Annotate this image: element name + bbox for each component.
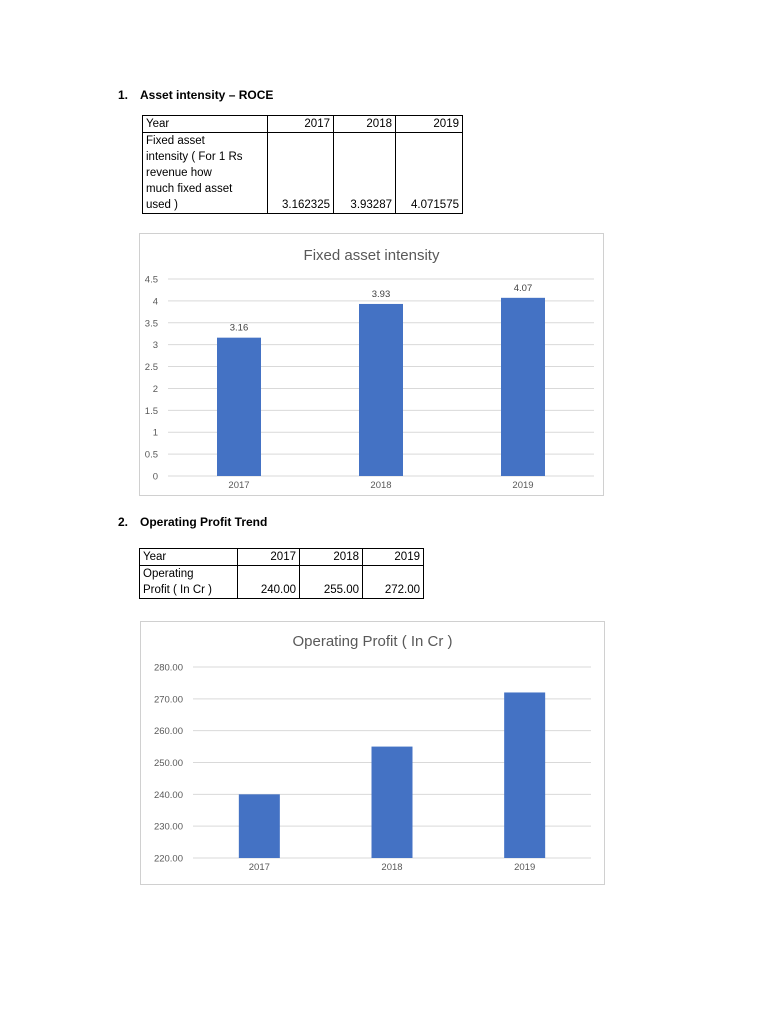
- y-tick-label: 280.00: [153, 662, 183, 674]
- data-label: 3.16: [229, 322, 249, 334]
- table-cell: 240.00: [238, 566, 300, 599]
- table-header-cell: 2017: [268, 116, 334, 133]
- table-cell: 272.00: [363, 566, 424, 599]
- fixed-asset-table: [142, 115, 463, 214]
- x-tick-label: 2019: [514, 862, 536, 873]
- row-label-line: much fixed asset: [146, 183, 233, 195]
- row-label-line: Profit ( In Cr ): [143, 584, 213, 596]
- y-tick-label: 4: [152, 296, 158, 308]
- y-tick-label: 2.5: [144, 362, 158, 374]
- table-header-cell: Year: [143, 116, 268, 133]
- section1-heading: [118, 88, 273, 102]
- y-tick-label: 3.5: [144, 318, 158, 330]
- section2-heading: [118, 515, 267, 529]
- y-tick-label: 250.00: [153, 758, 183, 769]
- y-tick-label: 220.00: [153, 853, 183, 865]
- table-header-cell: 2019: [396, 116, 463, 133]
- chart-plot: [141, 622, 606, 886]
- table-row-label: [143, 133, 268, 214]
- table-cell: 255.00: [300, 566, 363, 599]
- operating-profit-table: [139, 548, 424, 599]
- y-tick-label: 2: [152, 383, 158, 395]
- table-cell: 3.93287: [334, 133, 396, 214]
- chart-title: Operating Profit ( In Cr ): [292, 633, 453, 650]
- bar: [372, 747, 413, 858]
- x-tick-label: 2019: [512, 480, 534, 491]
- y-tick-label: 0: [152, 471, 158, 483]
- fixed-asset-intensity-chart: [139, 233, 604, 496]
- bar: [504, 692, 545, 858]
- row-label-line: Operating: [143, 568, 194, 580]
- table-row: [143, 133, 463, 214]
- row-label-line: used ): [146, 199, 178, 211]
- x-tick-label: 2017: [248, 862, 270, 873]
- y-tick-label: 230.00: [153, 821, 183, 833]
- table-row: [140, 549, 424, 566]
- y-tick-label: 260.00: [153, 726, 183, 738]
- y-tick-label: 0.5: [144, 449, 158, 461]
- table-row-label: [140, 566, 238, 599]
- section1-number: 1.: [118, 88, 129, 102]
- x-tick-label: 2018: [381, 862, 403, 873]
- bar: [501, 298, 545, 476]
- row-label-line: revenue how: [146, 167, 212, 179]
- data-label: 3.93: [371, 288, 391, 300]
- table-header-cell: 2018: [334, 116, 396, 133]
- y-tick-label: 3: [152, 340, 158, 352]
- operating-profit-chart: [140, 621, 605, 885]
- bar: [359, 304, 403, 476]
- x-tick-label: 2018: [370, 480, 392, 491]
- section2-number: 2.: [118, 515, 129, 529]
- table-header-cell: 2017: [238, 549, 300, 566]
- row-label-line: Fixed asset: [146, 135, 205, 147]
- table-header-cell: 2019: [363, 549, 424, 566]
- table-cell: 3.162325: [268, 133, 334, 214]
- section1-title: Asset intensity – ROCE: [140, 88, 274, 102]
- data-label: 4.07: [513, 282, 533, 294]
- section2-title: Operating Profit Trend: [140, 515, 268, 529]
- bar: [239, 794, 280, 858]
- y-tick-label: 270.00: [153, 694, 183, 706]
- y-tick-label: 1.5: [144, 405, 158, 417]
- table-cell: 4.071575: [396, 133, 463, 214]
- y-tick-label: 4.5: [144, 274, 158, 286]
- chart-plot: [140, 234, 605, 497]
- x-tick-label: 2017: [228, 480, 250, 491]
- row-label-line: intensity ( For 1 Rs: [146, 151, 243, 163]
- table-header-cell: Year: [140, 549, 238, 566]
- y-tick-label: 240.00: [153, 789, 183, 801]
- table-row: [143, 116, 463, 133]
- chart-title: Fixed asset intensity: [303, 247, 440, 264]
- table-row: [140, 566, 424, 599]
- y-tick-label: 1: [152, 427, 158, 439]
- bar: [217, 338, 261, 476]
- table-header-cell: 2018: [300, 549, 363, 566]
